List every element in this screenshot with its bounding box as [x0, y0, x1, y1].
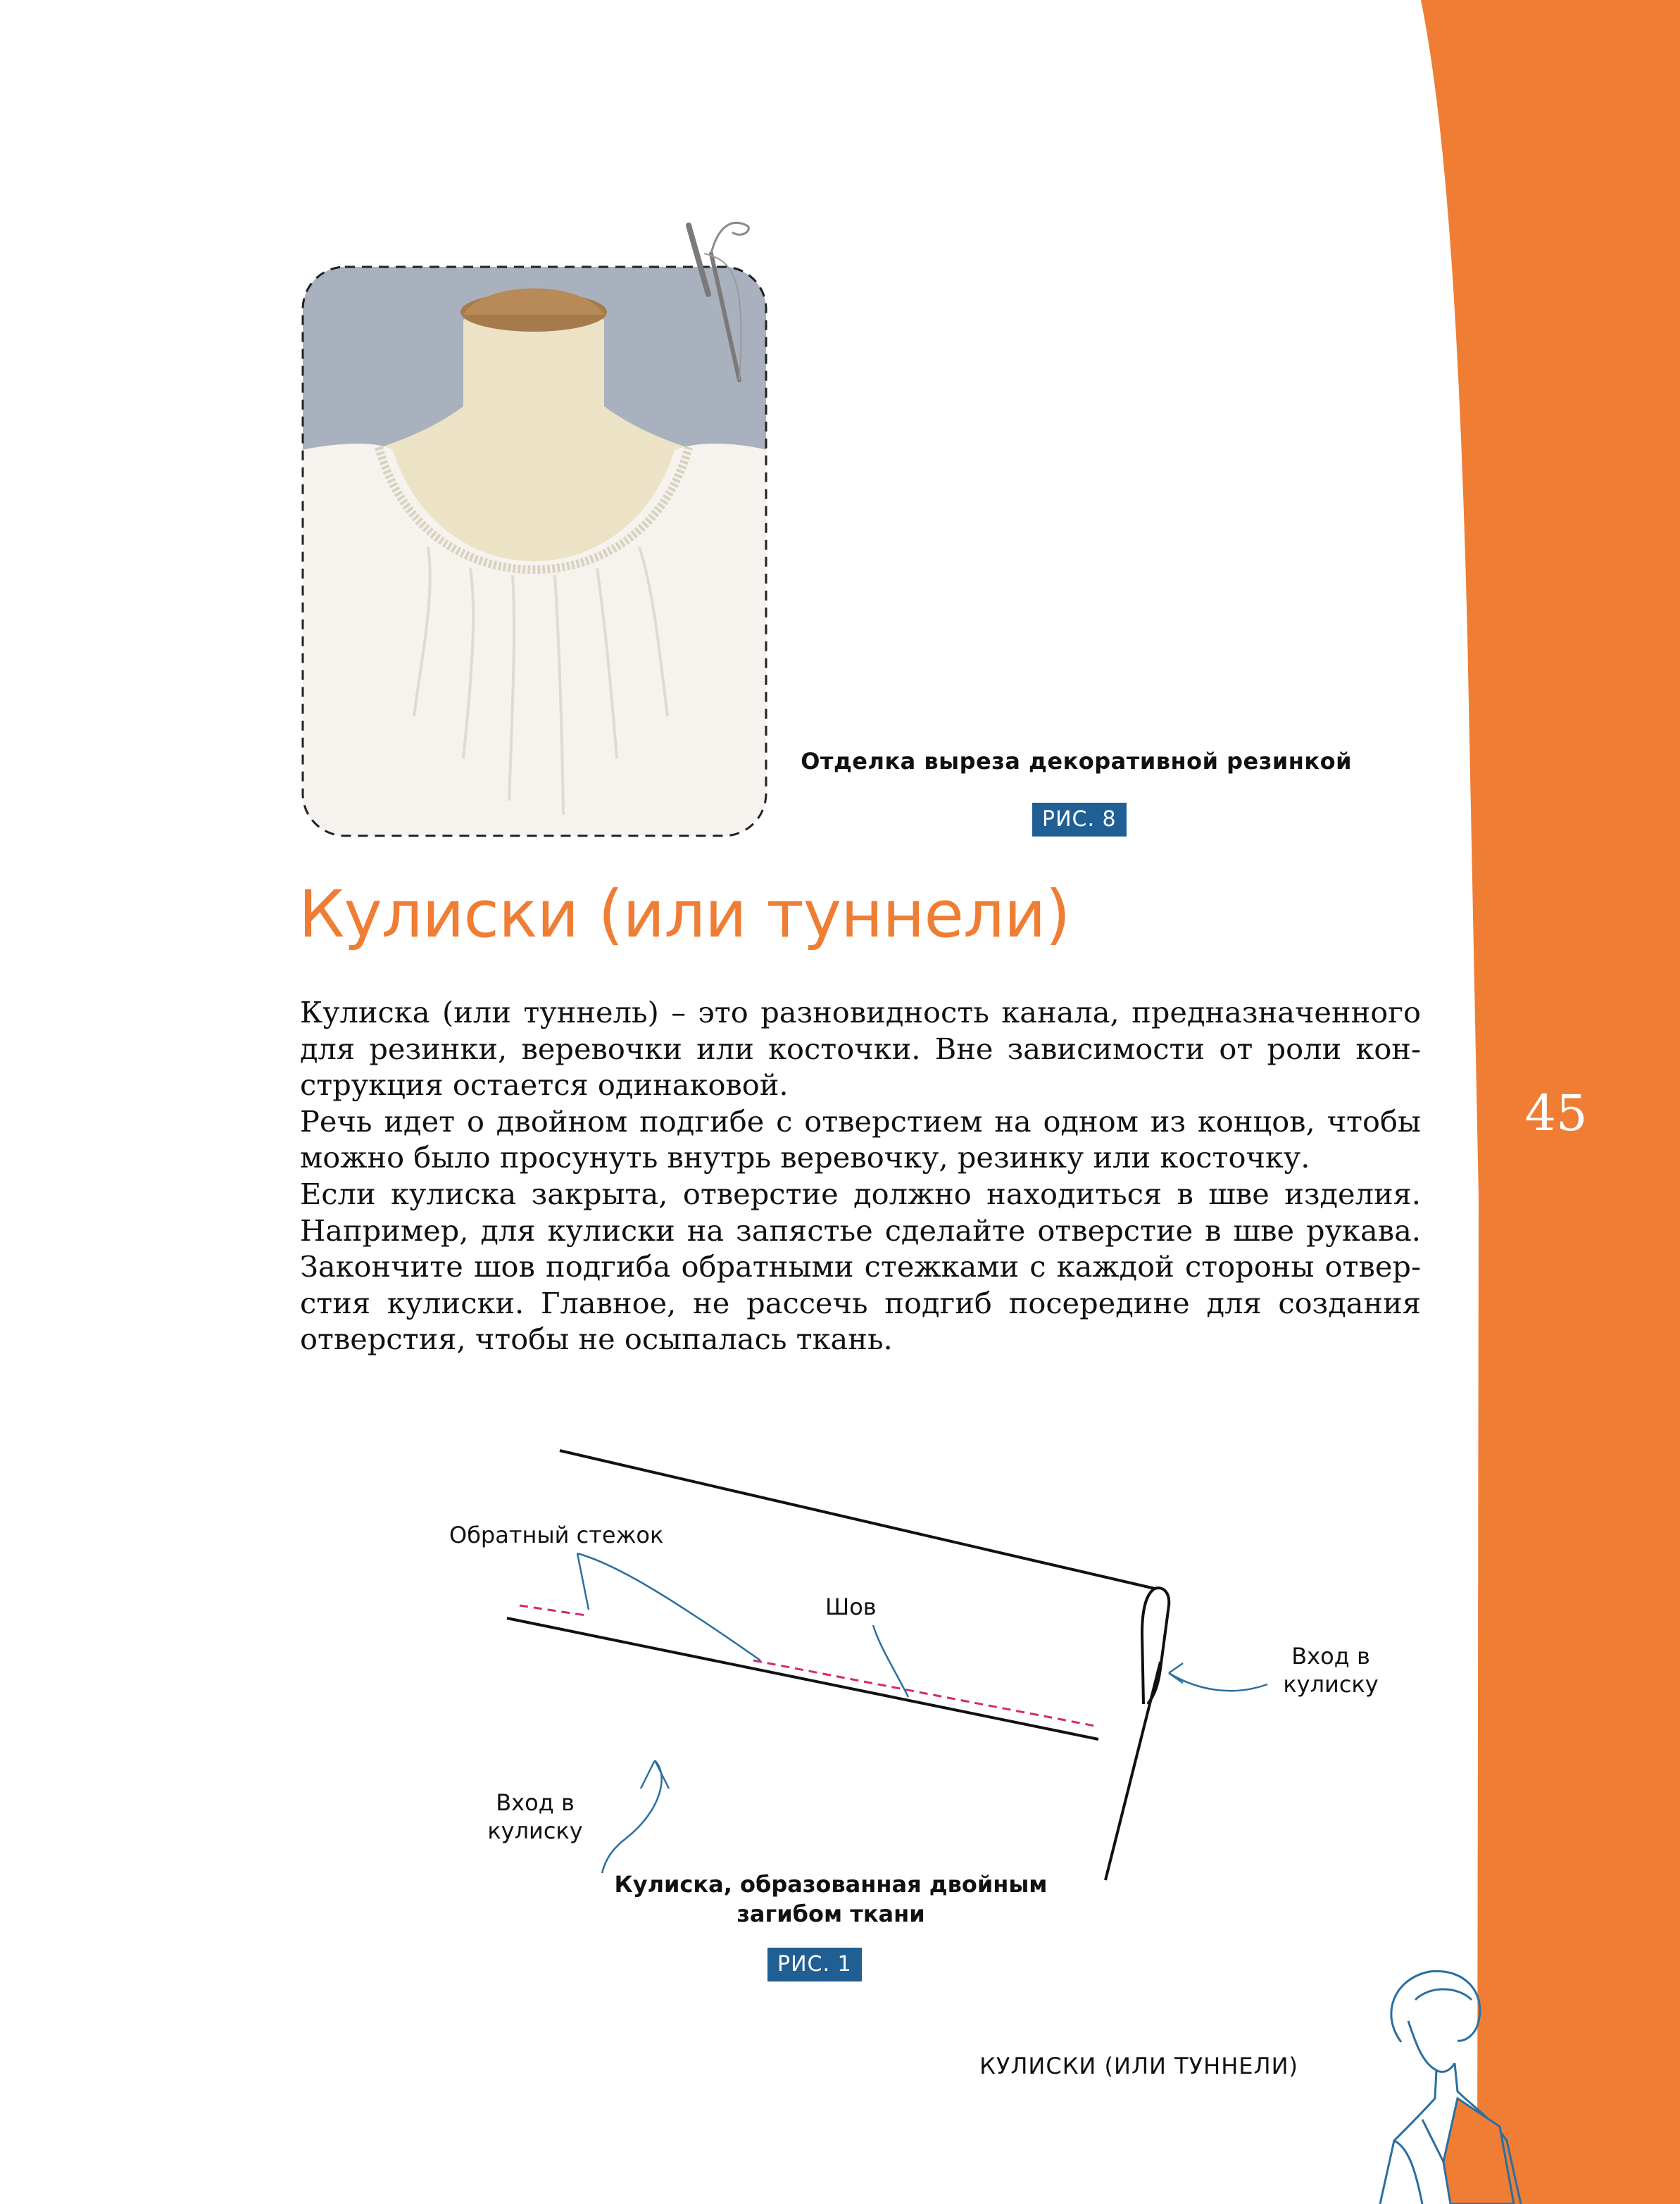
- label-casing-entry-left: Вход в кулиску: [487, 1789, 583, 1844]
- photo-caption: Отделка выреза декоративной резинкой: [801, 748, 1352, 775]
- figure-1-badge: РИС. 1: [767, 1948, 862, 1981]
- figure-8-badge: РИС. 8: [1032, 803, 1127, 837]
- paragraph: Если кулиска закрыта, отверстие должно находиться в шве изделия. Например, для кулиски на запястье сделайте отверстие в шве рукава. Закончите шов подгиба обратными стежками с каждой стороны отвер-стия кулиски. Главное, не рассечь подгиб посередине для создания отверстия, чтобы не осыпалась ткань.: [300, 1176, 1421, 1357]
- label-backstitch: Обратный стежок: [449, 1522, 664, 1548]
- section-title: Кулиски (или туннели): [299, 877, 1070, 952]
- paragraph: Речь идет о двойном подгибе с отверстием на одном из концов, чтобы можно было просунуть внутрь веревочку, резинку или косточку.: [300, 1103, 1421, 1175]
- paragraph: Кулиска (или туннель) – это разновидность канала, предназначенного для резинки, веревочки или косточки. Вне зависимости от роли кон-струкция остается одинаковой.: [300, 995, 1421, 1103]
- woman-illustration: [1352, 1958, 1535, 2204]
- needle-and-thread-icon: [676, 211, 760, 394]
- label-seam: Шов: [825, 1593, 877, 1620]
- page-number: 45: [1524, 1084, 1588, 1142]
- diagram-caption: Кулиска, образованная двойным загибом ткани: [614, 1871, 1048, 1927]
- running-footer: КУЛИСКИ (ИЛИ ТУННЕЛИ): [979, 2053, 1298, 2079]
- body-text: [300, 994, 1421, 1358]
- label-casing-entry-right: Вход в кулиску: [1283, 1643, 1379, 1698]
